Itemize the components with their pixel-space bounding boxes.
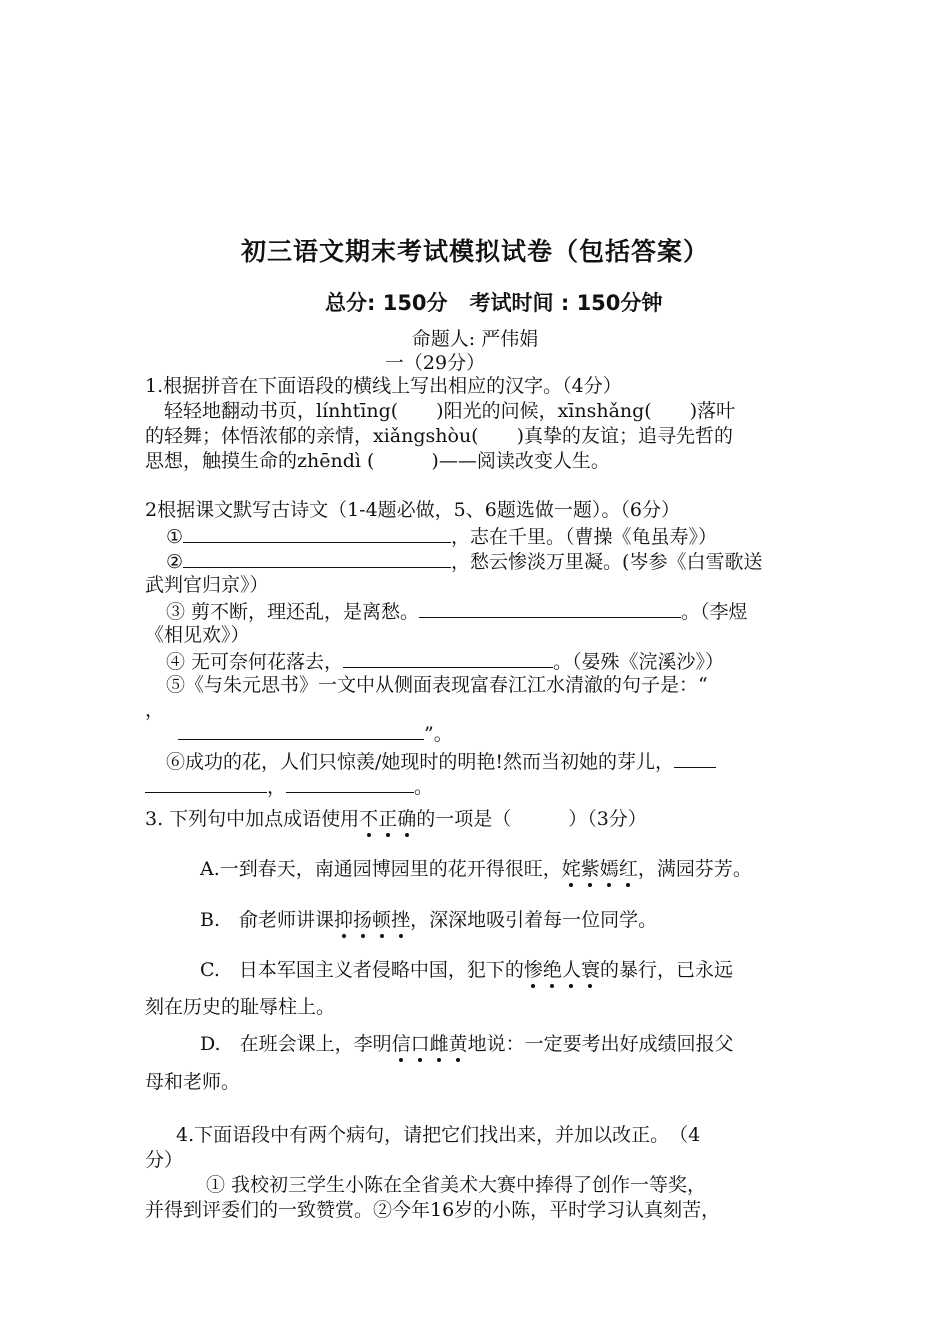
dotted-char: 黄 bbox=[448, 1033, 468, 1055]
q4-para-line-2: 并得到评委们的一致赞赏。②今年16岁的小陈，平时学习认真刻苦， bbox=[145, 1199, 721, 1221]
q3-option-c bbox=[200, 958, 733, 982]
q2-item-1-num: ① bbox=[166, 526, 184, 548]
option-b-end: ，深深地吸引着每一位同学。 bbox=[410, 909, 658, 931]
dotted-char: 姹 bbox=[561, 858, 581, 880]
q3-header bbox=[145, 807, 647, 831]
q3-option-d-cont: 母和老师。 bbox=[145, 1071, 241, 1093]
author-line: 命题人: 严伟娟 bbox=[411, 328, 539, 350]
q2-item-3-source: 。（李煜 bbox=[681, 601, 748, 623]
q2-item-6 bbox=[166, 748, 716, 774]
answer-blank[interactable] bbox=[183, 523, 451, 543]
exam-subtitle bbox=[325, 287, 662, 317]
q3-option-d bbox=[200, 1032, 734, 1056]
dotted-char: 信 bbox=[391, 1033, 411, 1055]
q2-item-6-text: ⑥成功的花，人们只惊羡/她现时的明艳!然而当初她的芽儿， bbox=[166, 751, 675, 773]
q2-item-3-cont: 《相见欢》） bbox=[145, 624, 250, 646]
q2-item-2 bbox=[166, 548, 762, 574]
q2-item-2-cont: 武判官归京》） bbox=[145, 574, 269, 596]
q2-item-6-answer bbox=[145, 773, 433, 799]
dotted-char: 抑 bbox=[334, 909, 354, 931]
option-c-end: 的暴行，已永远 bbox=[599, 959, 733, 981]
dotted-char: 扬 bbox=[353, 909, 373, 931]
option-d-text: D. 在班会课上，李明 bbox=[200, 1033, 392, 1055]
q2-item-2-num: ② bbox=[166, 551, 184, 573]
q3-option-a bbox=[200, 857, 752, 881]
q2-item-5-answer bbox=[178, 720, 453, 746]
q2-item-4-text: ④ 无可奈何花落去， bbox=[166, 651, 344, 673]
q4-header: 4.下面语段中有两个病句，请把它们找出来，并加以改正。 （4 bbox=[176, 1124, 701, 1146]
q1-line-1: 轻轻地翻动书页，línhtīng( )阳光的问候，xīnshǎng( )落叶 bbox=[145, 400, 736, 422]
q3-header-score: 的一项是（ ）（3分） bbox=[416, 808, 647, 830]
option-d-end: 地说：一定要考出好成绩回报父 bbox=[467, 1033, 734, 1055]
q1-header: 1.根据拼音在下面语段的横线上写出相应的汉字。（4分） bbox=[145, 375, 622, 397]
answer-blank[interactable] bbox=[286, 773, 414, 793]
q1-line-2: 的轻舞；体悟浓郁的亲情，xiǎngshòu( )真挚的友谊；追寻先哲的 bbox=[145, 425, 734, 447]
dotted-char: 挫 bbox=[391, 909, 411, 931]
section-one-heading: 一（29分） bbox=[384, 352, 486, 374]
exam-time: 考试时间 : 150分钟 bbox=[469, 291, 663, 315]
q3-option-c-cont: 刻在历史的耻辱柱上。 bbox=[145, 996, 336, 1018]
q2-item-4-source: 。（晏殊《浣溪沙》） bbox=[553, 651, 725, 673]
dotted-char: 确 bbox=[397, 808, 417, 830]
dotted-char: 绝 bbox=[542, 959, 562, 981]
q2-item-1 bbox=[166, 523, 717, 549]
q4-header-cont: 分） bbox=[145, 1149, 184, 1171]
dotted-char: 顿 bbox=[372, 909, 392, 931]
q2-item-5-end: ”。 bbox=[424, 723, 453, 745]
q4-para-line-1: ① 我校初三学生小陈在全省美术大赛中捧得了创作一等奖， bbox=[206, 1174, 707, 1196]
q3-header-text: 3. 下列句中加点成语使用 bbox=[145, 808, 360, 830]
q2-item-2-text: ，愁云惨淡万里凝。(岑参《白雪歌送 bbox=[451, 551, 763, 573]
q2-header: 2根据课文默写古诗文（1-4题必做，5、6题选做一题）。（6分） bbox=[145, 499, 680, 521]
answer-blank[interactable] bbox=[343, 648, 553, 668]
dotted-char: 口 bbox=[410, 1033, 430, 1055]
option-a-text: A.一到春天，南通园博园里的花开得很旺， bbox=[200, 858, 562, 880]
q2-item-4 bbox=[166, 648, 724, 674]
q1-line-3: 思想，触摸生命的zhēndì ( )——阅读改变人生。 bbox=[145, 450, 610, 472]
option-b-text: B. 俞老师讲课 bbox=[200, 909, 335, 931]
dotted-char: 紫 bbox=[580, 858, 600, 880]
q2-item-6-sep: ， bbox=[267, 776, 287, 798]
q2-item-1-text: ，志在千里。（曹操《龟虽寿》） bbox=[451, 526, 718, 548]
dotted-char: 寰 bbox=[580, 959, 600, 981]
q2-item-3 bbox=[166, 598, 748, 624]
q2-item-3-text: ③ 剪不断，理还乱，是离愁。 bbox=[166, 601, 420, 623]
dotted-char: 正 bbox=[378, 808, 398, 830]
answer-blank[interactable] bbox=[183, 548, 451, 568]
dotted-char: 人 bbox=[561, 959, 581, 981]
dotted-char: 红 bbox=[618, 858, 638, 880]
answer-blank[interactable] bbox=[419, 598, 681, 618]
total-score: 总分: 150分 bbox=[325, 291, 448, 315]
answer-blank[interactable] bbox=[674, 748, 716, 768]
exam-title: 初三语文期末考试模拟试卷（包括答案） bbox=[240, 237, 709, 266]
answer-blank[interactable] bbox=[178, 720, 424, 740]
q2-item-5: ⑤《与朱元思书》一文中从侧面表现富春江江水清澈的句子是：“ bbox=[166, 674, 708, 696]
q2-item-5-comma: ， bbox=[145, 699, 165, 721]
dotted-char: 惨 bbox=[523, 959, 543, 981]
option-a-end: ，满园芬芳。 bbox=[637, 858, 752, 880]
option-c-text: C. 日本军国主义者侵略中国，犯下的 bbox=[200, 959, 524, 981]
dotted-char: 嫣 bbox=[599, 858, 619, 880]
dotted-char: 雌 bbox=[429, 1033, 449, 1055]
q3-option-b bbox=[200, 908, 657, 932]
dotted-char: 不 bbox=[359, 808, 379, 830]
answer-blank[interactable] bbox=[145, 773, 267, 793]
q2-item-6-end: 。 bbox=[414, 776, 434, 798]
